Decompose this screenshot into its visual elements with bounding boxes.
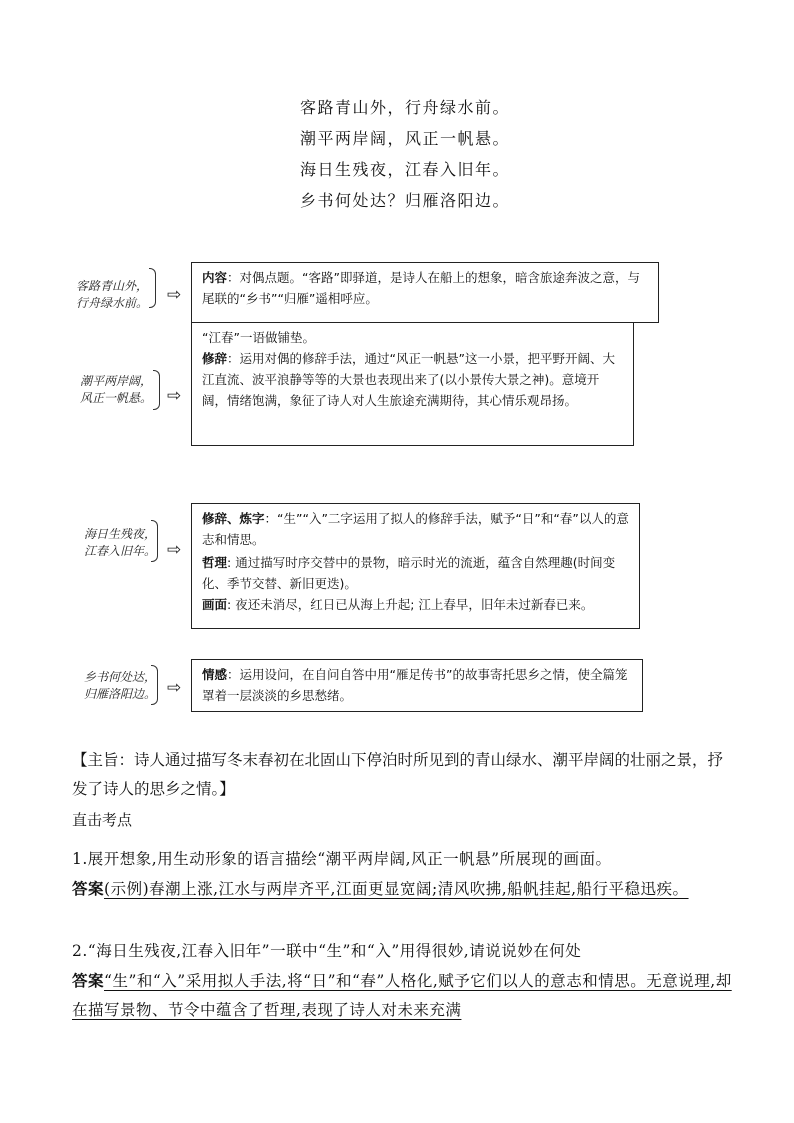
answer-text: “生”和“入”采用拟人手法,将“日”和“春”人格化,赋予它们以人的意志和情思。无意说理,却在描写景物、节令中蕴含了哲理,表现了诗人对未来充满 xyxy=(72,972,732,1019)
note-label: 乡书何处达， 归雁洛阳边。 xyxy=(84,670,157,701)
answer-label: 答案 xyxy=(72,971,105,990)
brace xyxy=(151,665,158,705)
poem-line: 海日生残夜，江春入旧年。 xyxy=(300,160,511,179)
answer-label: 答案 xyxy=(72,879,105,898)
answer-2 xyxy=(72,966,732,1025)
note-label: 客路青山外， 行舟绿水前。 xyxy=(76,279,149,310)
poem-line: 客路青山外，行舟绿水前。 xyxy=(300,98,511,117)
brace xyxy=(153,370,160,410)
note-label: 潮平两岸阔， 风正一帆悬。 xyxy=(80,374,153,405)
brace xyxy=(149,268,156,308)
note-box-2: “江春”一语做铺垫。 修辞：运用对偶的修辞手法，通过“风正一帆悬”这一小景，把平野开阔、大江直流、波平浪静等等的大景也表现出来了(以小景传大景之神)。意境开阔，情绪饱满，象征了诗人对人生旅途充满期待，其心情乐观昂扬。 xyxy=(191,308,634,446)
note-label: 海日生残夜， 江春入旧年。 xyxy=(84,527,157,558)
question-1: 1.展开想象,用生动形象的语言描绘“潮平两岸阔,风正一帆悬”所展现的画面。 xyxy=(72,850,612,868)
arrow-icon: ⇨ xyxy=(167,386,182,406)
answer-text: (示例)春潮上涨,江水与两岸齐平,江面更显宽阔;清风吹拂,船帆挂起,船行平稳迅疾。 xyxy=(104,880,689,898)
answer-1 xyxy=(72,874,732,904)
note-box-1: 内容：对偶点题。“客路”即驿道，是诗人在船上的想象，暗含旅途奔波之意，与尾联的“乡书”“归雁”遥相呼应。 xyxy=(191,262,659,323)
section-title: 直击考点 xyxy=(72,811,133,829)
question-2: 2.“海日生残夜,江春入旧年”一联中“生”和“入”用得很妙,请说说妙在何处 xyxy=(72,942,582,960)
arrow-icon: ⇨ xyxy=(167,678,182,698)
summary: 【主旨：诗人通过描写冬末春初在北固山下停泊时所见到的青山绿水、潮平岸阔的壮丽之景，抒发了诗人的思乡之情。】 xyxy=(72,751,724,798)
note-box-3: 修辞、炼字：“生”“入”二字运用了拟人的修辞手法，赋予“日”和“春”以人的意志和情思。 哲理: 通过描写时序交替中的景物，暗示时光的流逝，蕴含自然理趣(时间变化、季节交替、新旧更迭)。 画面: 夜还未消尽，红日已从海上升起; 江上春早，旧年未过新春已来。 xyxy=(191,503,640,629)
brace xyxy=(151,520,158,562)
arrow-icon: ⇨ xyxy=(167,285,182,305)
arrow-icon: ⇨ xyxy=(167,540,182,560)
poem-line: 乡书何处达？归雁洛阳边。 xyxy=(300,191,511,210)
poem-line: 潮平两岸阔，风正一帆悬。 xyxy=(300,129,511,148)
note-box-4: 情感：运用设问，在自问自答中用“雁足传书”的故事寄托思乡之情，使全篇笼罩着一层淡淡的乡思愁绪。 xyxy=(191,659,643,712)
poem xyxy=(300,92,510,216)
